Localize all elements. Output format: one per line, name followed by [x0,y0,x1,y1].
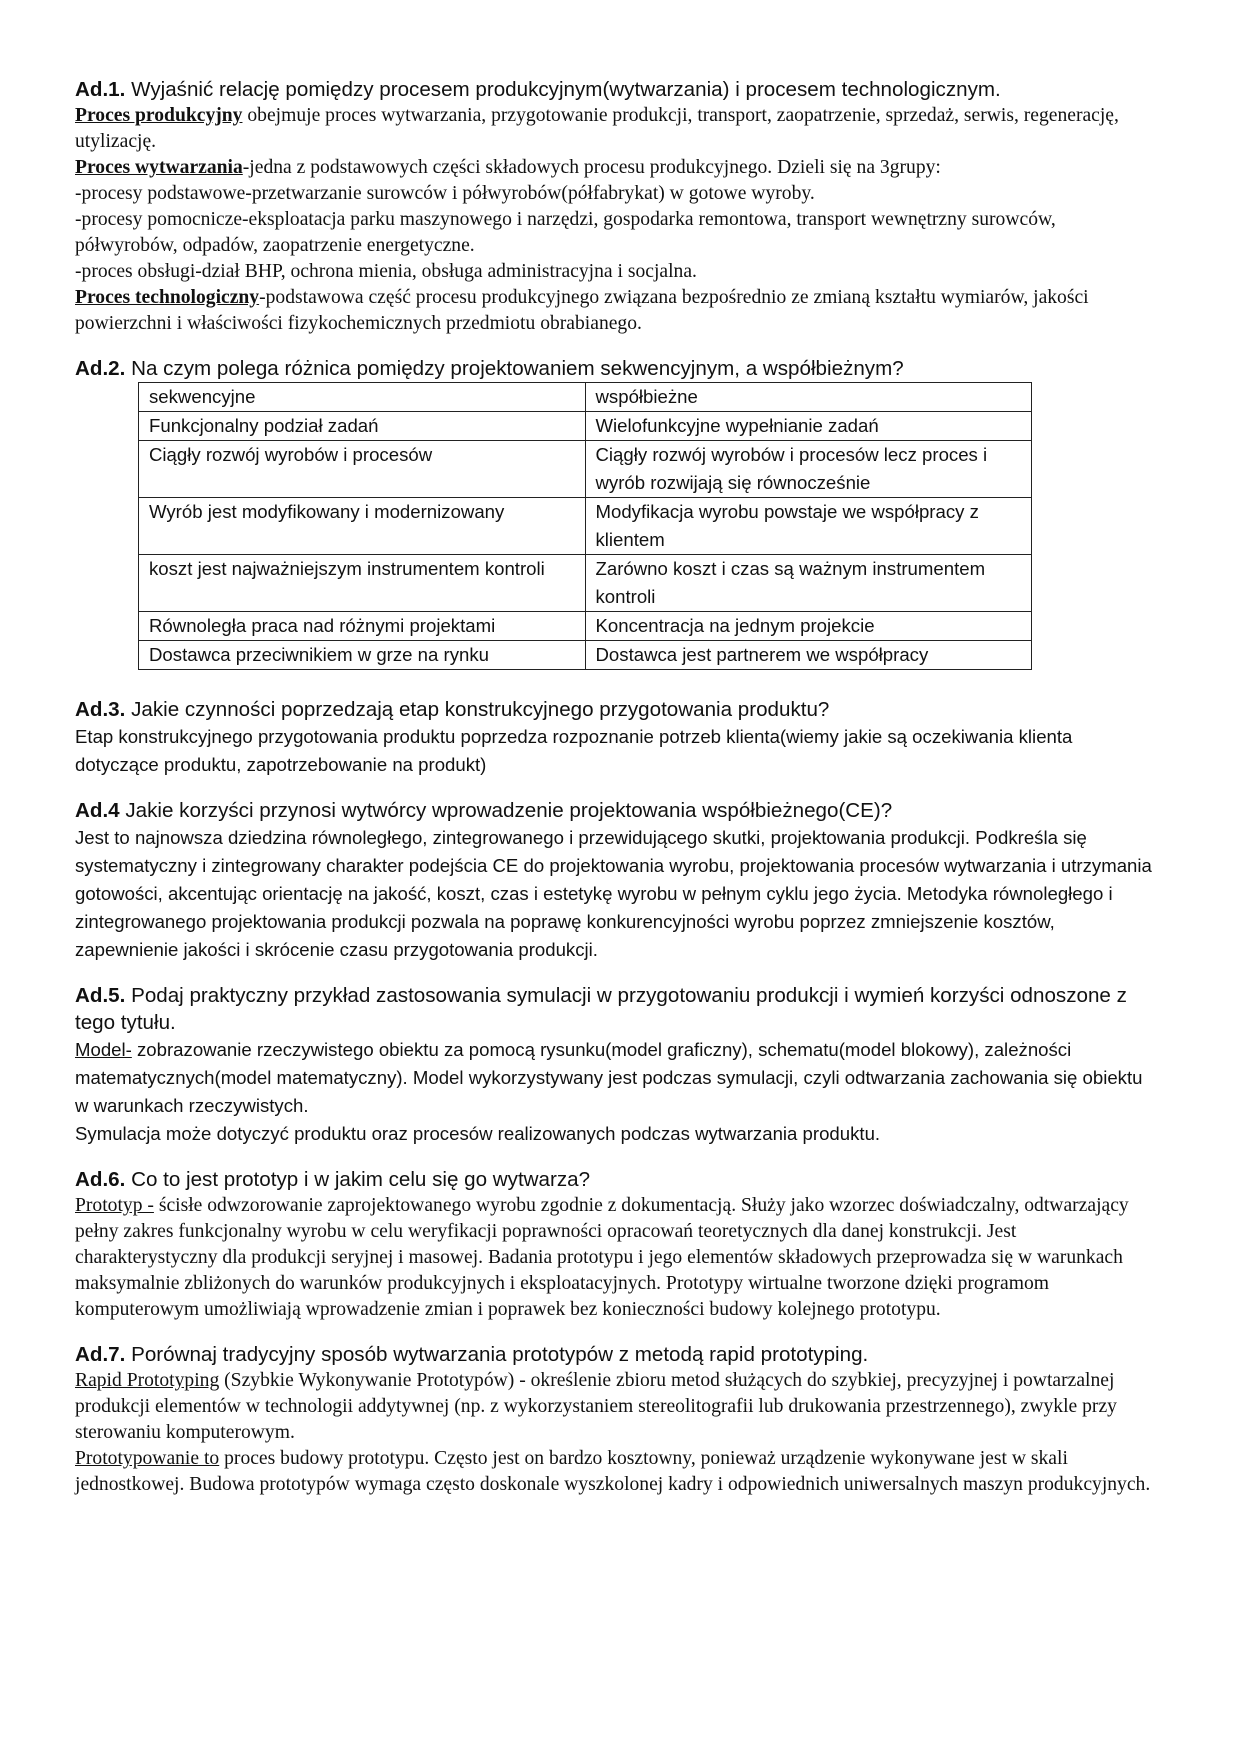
ad1-number: Ad.1. [75,78,126,101]
ad5-number: Ad.5. [75,984,126,1007]
ad7-question: Porównaj tradycyjny sposób wytwarzania prototypów z metodą rapid prototyping. [125,1343,869,1366]
ad6-heading [75,1166,1155,1193]
ad5-term-model: Model- [75,1039,132,1060]
table-row [139,383,1032,412]
ad3-question: Jakie czynności poprzedzają etap konstrukcyjnego przygotowania produktu? [125,698,830,721]
table-cell: Modyfikacja wyrobu powstaje we współpracy z klientem [585,498,1032,555]
comparison-table [138,382,1032,670]
ad1-list-item-2: -procesy pomocnicze-eksploatacja parku maszynowego i narzędzi, gospodarka remontowa, transport wewnętrzny surowców, półwyrobów, odpadów, zaopatrzenie energetyczne. [75,209,1056,256]
ad6-paragraph [75,1193,1155,1323]
table-cell: Koncentracja na jednym projekcie [585,612,1032,641]
ad1-term-proces-wytwarzania: Proces wytwarzania [75,157,243,178]
table-cell: Dostawca jest partnerem we współpracy [585,641,1032,670]
table-cell: Równoległa praca nad różnymi projektami [139,612,586,641]
ad2-number: Ad.2. [75,357,126,380]
ad1-paragraph-1 [75,103,1155,155]
table-cell: współbieżne [585,383,1032,412]
ad7-heading [75,1341,1155,1368]
ad4-heading [75,797,1155,824]
ad3-text: Etap konstrukcyjnego przygotowania produktu poprzedza rozpoznanie potrzeb klienta(wiemy jakie są oczekiwania klienta dotyczące produktu, zapotrzebowanie na produkt) [75,726,1073,775]
ad7-term-rapid-prototyping: Rapid Prototyping [75,1370,220,1391]
table-cell: Wyrób jest modyfikowany i modernizowany [139,498,586,555]
ad1-term-proces-technologiczny: Proces technologiczny [75,287,260,308]
ad4-number: Ad.4 [75,799,120,822]
ad1-term-proces-produkcyjny: Proces produkcyjny [75,105,243,126]
ad3-heading [75,696,1155,723]
ad2-heading [75,355,1155,382]
ad1-text-2: -jedna z podstawowych części składowych procesu produkcyjnego. Dzieli się na 3grupy: [242,157,941,178]
table-row [139,555,1032,612]
table-cell: Ciągły rozwój wyrobów i procesów [139,441,586,498]
table-row [139,441,1032,498]
table-cell: Wielofunkcyjne wypełnianie zadań [585,412,1032,441]
ad4-text: Jest to najnowsza dziedzina równoległego, zintegrowanego i przewidującego skutki, projektowania produkcji. Podkreśla się systematyczny i zintegrowany charakter podejścia CE do projektowania wyrobu, projektowania procesów wytwarzania i utrzymania gotowości, akcentując orientację na jakość, koszt, czas i estetykę wyrobu w pełnym cyklu jego życia. Metodyka równoległego i zintegrowanego projektowania produkcji pozwala na poprawę konkurencyjności wyrobu poprzez zmniejszenie kosztów, zapewnienie jakości i skrócenie czasu przygotowania produkcji. [75,827,1152,960]
ad1-question: Wyjaśnić relację pomiędzy procesem produkcyjnym(wytwarzania) i procesem technologicznym. [131,78,1001,101]
ad6-question: Co to jest prototyp i w jakim celu się go wytwarza? [125,1168,591,1191]
ad1-paragraph-2 [75,155,1155,181]
ad7-text-2: proces budowy prototypu. Często jest on bardzo kosztowny, ponieważ urządzenie wykonywane jest w skali jednostkowej. Budowa prototypów wymaga często doskonale wyszkolonej kadry i odpowiednich uniwersalnych maszyn produkcyjnych. [75,1448,1151,1495]
ad5-question: Podaj praktyczny przykład zastosowania symulacji w przygotowaniu produkcji i wymień korzyści odnoszone z tego tytułu. [75,984,1127,1034]
ad5-heading [75,982,1155,1036]
table-row [139,641,1032,670]
ad7-term-prototypowanie: Prototypowanie to [75,1448,220,1469]
document-page [75,76,1155,1498]
ad5-paragraph-1 [75,1036,1155,1120]
table-cell: Funkcjonalny podział zadań [139,412,586,441]
ad7-text-1: (Szybkie Wykonywanie Prototypów) - określenie zbioru metod służących do szybkiej, precyzyjnej i powtarzalnej produkcji elementów w technologii addytywnej (np. z wykorzystaniem stereolitografii lub drukowania przestrzennego), zwykle przy sterowaniu komputerowym. [75,1370,1117,1443]
table-cell: Zarówno koszt i czas są ważnym instrumentem kontroli [585,555,1032,612]
ad1-list-item-1: -procesy podstawowe-przetwarzanie surowców i półwyrobów(półfabrykat) w gotowe wyroby. [75,183,815,204]
ad4-question: Jakie korzyści przynosi wytwórcy wprowadzenie projektowania współbieżnego(CE)? [119,799,893,822]
ad5-paragraph-2: Symulacja może dotyczyć produktu oraz procesów realizowanych podczas wytwarzania produktu. [75,1123,881,1144]
ad2-question: Na czym polega różnica pomiędzy projektowaniem sekwencyjnym, a współbieżnym? [125,357,904,380]
ad6-text: ścisłe odwzorowanie zaprojektowanego wyrobu zgodnie z dokumentacją. Służy jako wzorzec doświadczalny, odtwarzający pełny zakres funkcjonalny wyrobu w celu weryfikacji poprawności opracowań teoretycznych dla danej konstrukcji. Jest charakterystyczny dla produkcji seryjnej i masowej. Badania prototypu i jego elementów składowych przeprowadza się w warunkach maksymalnie zbliżonych do warunków produkcyjnych i eksploatacyjnych. Prototypy wirtualne tworzone dzięki programom komputerowym umożliwiają wprowadzenie zmian i poprawek bez konieczności budowy kolejnego prototypu. [75,1195,1129,1320]
ad7-paragraph-1 [75,1368,1155,1446]
ad1-text-1: obejmuje proces wytwarzania, przygotowanie produkcji, transport, zaopatrzenie, sprzedaż, serwis, regenerację, utylizację. [75,105,1119,152]
ad5-text-1: zobrazowanie rzeczywistego obiektu za pomocą rysunku(model graficzny), schematu(model blokowy), zależności matematycznych(model matematyczny). Model wykorzystywany jest podczas symulacji, czyli odtwarzania zachowania się obiektu w warunkach rzeczywistych. [75,1039,1143,1116]
ad7-number: Ad.7. [75,1343,126,1366]
ad1-text-3: -podstawowa część procesu produkcyjnego związana bezpośrednio ze zmianą kształtu wymiarów, jakości powierzchni i właściwości fizykochemicznych przedmiotu obrabianego. [75,287,1089,334]
table-row [139,612,1032,641]
ad1-paragraph-3 [75,285,1155,337]
table-cell: Dostawca przeciwnikiem w grze na rynku [139,641,586,670]
ad1-list-item-3: -proces obsługi-dział BHP, ochrona mienia, obsługa administracyjna i socjalna. [75,261,697,282]
table-row [139,498,1032,555]
ad1-heading [75,76,1155,103]
table-cell: Ciągły rozwój wyrobów i procesów lecz proces i wyrób rozwijają się równocześnie [585,441,1032,498]
table-row [139,412,1032,441]
ad6-number: Ad.6. [75,1168,126,1191]
ad6-term-prototyp: Prototyp - [75,1195,154,1216]
ad3-number: Ad.3. [75,698,126,721]
table-cell: koszt jest najważniejszym instrumentem kontroli [139,555,586,612]
ad7-paragraph-2 [75,1446,1155,1498]
table-cell: sekwencyjne [139,383,586,412]
